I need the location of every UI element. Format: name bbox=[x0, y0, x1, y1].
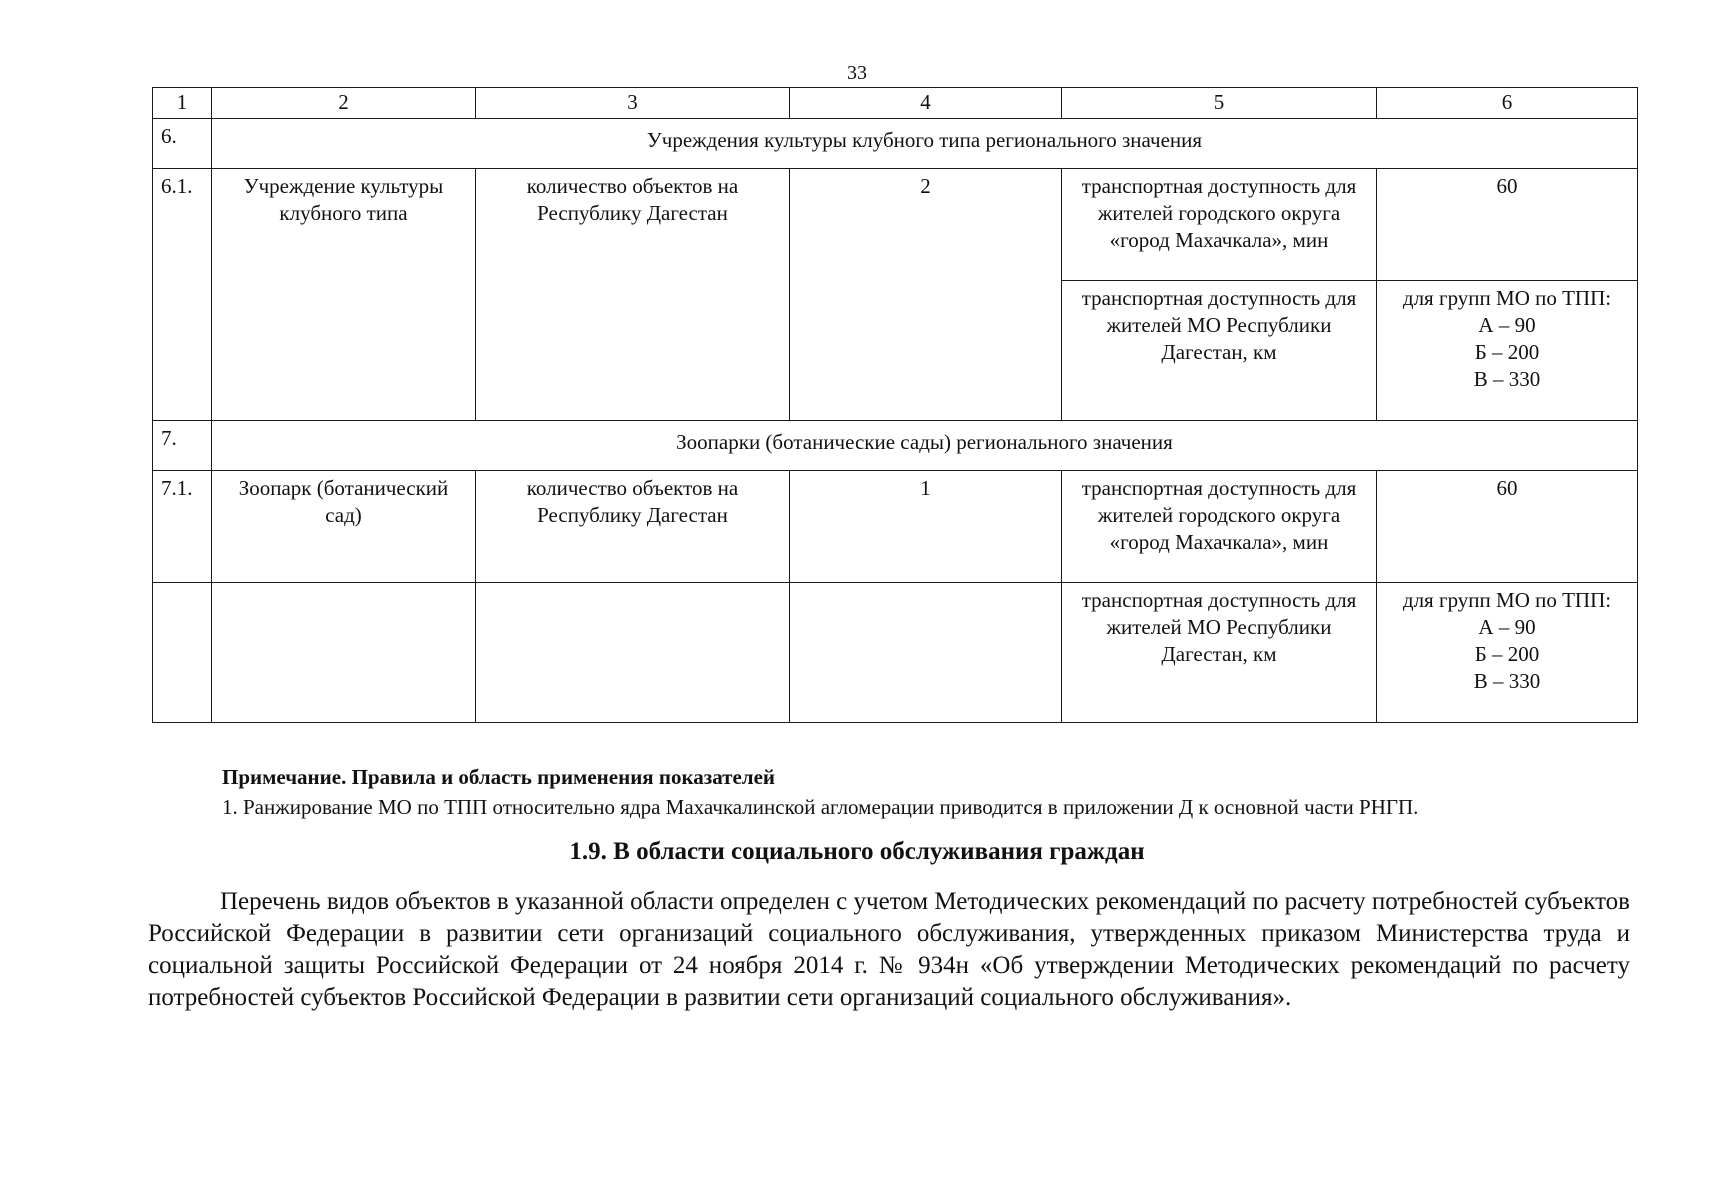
item-number: 7.1. bbox=[153, 471, 212, 583]
header-cell: 1 bbox=[153, 88, 212, 119]
accessibility-indicator: транспортная доступность для жителей МО Республики Дагестан, км bbox=[1062, 583, 1377, 723]
section-number: 6. bbox=[153, 119, 212, 169]
body-paragraph: Перечень видов объектов в указанной области определен с учетом Методических рекомендаций по расчету потребностей субъектов Российской Федерации в развитии сети организаций социального обслуживания, утвержденных приказом Министерства труда и социальной защиты Российской Федерации от 24 ноября 2014 г. № 934н «Об утверждении Методических рекомендаций по расчету потребностей субъектов Российской Федерации в развитии сети организаций социального обслуживания». bbox=[148, 888, 1630, 1011]
section-title: Зоопарки (ботанические сады) регионального значения bbox=[212, 421, 1638, 471]
page-number: 33 bbox=[847, 62, 867, 84]
note-title: Примечание. Правила и область применения показателей bbox=[222, 765, 776, 789]
empty-cell bbox=[476, 583, 790, 723]
note-item: 1. Ранжирование МО по ТПП относительно ядра Махачкалинской агломерации приводится в приложении Д к основной части РНГП. bbox=[222, 795, 1419, 819]
accessibility-indicator: транспортная доступность для жителей городского округа «город Махачкала», мин bbox=[1062, 471, 1377, 583]
accessibility-value: для групп МО по ТПП: А – 90 Б – 200 В – 330 bbox=[1377, 281, 1638, 421]
table-row bbox=[153, 583, 1638, 723]
accessibility-value: 60 bbox=[1377, 471, 1638, 583]
section-number: 7. bbox=[153, 421, 212, 471]
accessibility-indicator: транспортная доступность для жителей МО Республики Дагестан, км bbox=[1062, 281, 1377, 421]
object-name: Зоопарк (ботанический сад) bbox=[212, 471, 476, 583]
empty-cell bbox=[153, 583, 212, 723]
accessibility-indicator: транспортная доступность для жителей городского округа «город Махачкала», мин bbox=[1062, 169, 1377, 281]
accessibility-value: для групп МО по ТПП: А – 90 Б – 200 В – 330 bbox=[1377, 583, 1638, 723]
item-number: 6.1. bbox=[153, 169, 212, 421]
header-cell: 4 bbox=[790, 88, 1062, 119]
object-name: Учреждение культуры клубного типа bbox=[212, 169, 476, 421]
empty-cell bbox=[212, 583, 476, 723]
value-cell: 2 bbox=[790, 169, 1062, 421]
header-cell: 6 bbox=[1377, 88, 1638, 119]
value-cell: 1 bbox=[790, 471, 1062, 583]
header-cell: 3 bbox=[476, 88, 790, 119]
section-heading: 1.9. В области социального обслуживания граждан bbox=[569, 838, 1145, 865]
table-row bbox=[153, 471, 1638, 583]
header-cell: 5 bbox=[1062, 88, 1377, 119]
standards-table bbox=[152, 87, 1638, 723]
empty-cell bbox=[790, 583, 1062, 723]
note-block bbox=[222, 762, 1642, 822]
indicator-cell: количество объектов на Республику Дагестан bbox=[476, 471, 790, 583]
header-cell: 2 bbox=[212, 88, 476, 119]
section-row bbox=[153, 119, 1638, 169]
accessibility-value: 60 bbox=[1377, 169, 1638, 281]
section-row bbox=[153, 421, 1638, 471]
table-row bbox=[153, 169, 1638, 281]
table-header-row bbox=[153, 88, 1638, 119]
indicator-cell: количество объектов на Республику Дагестан bbox=[476, 169, 790, 421]
section-title: Учреждения культуры клубного типа регионального значения bbox=[212, 119, 1638, 169]
